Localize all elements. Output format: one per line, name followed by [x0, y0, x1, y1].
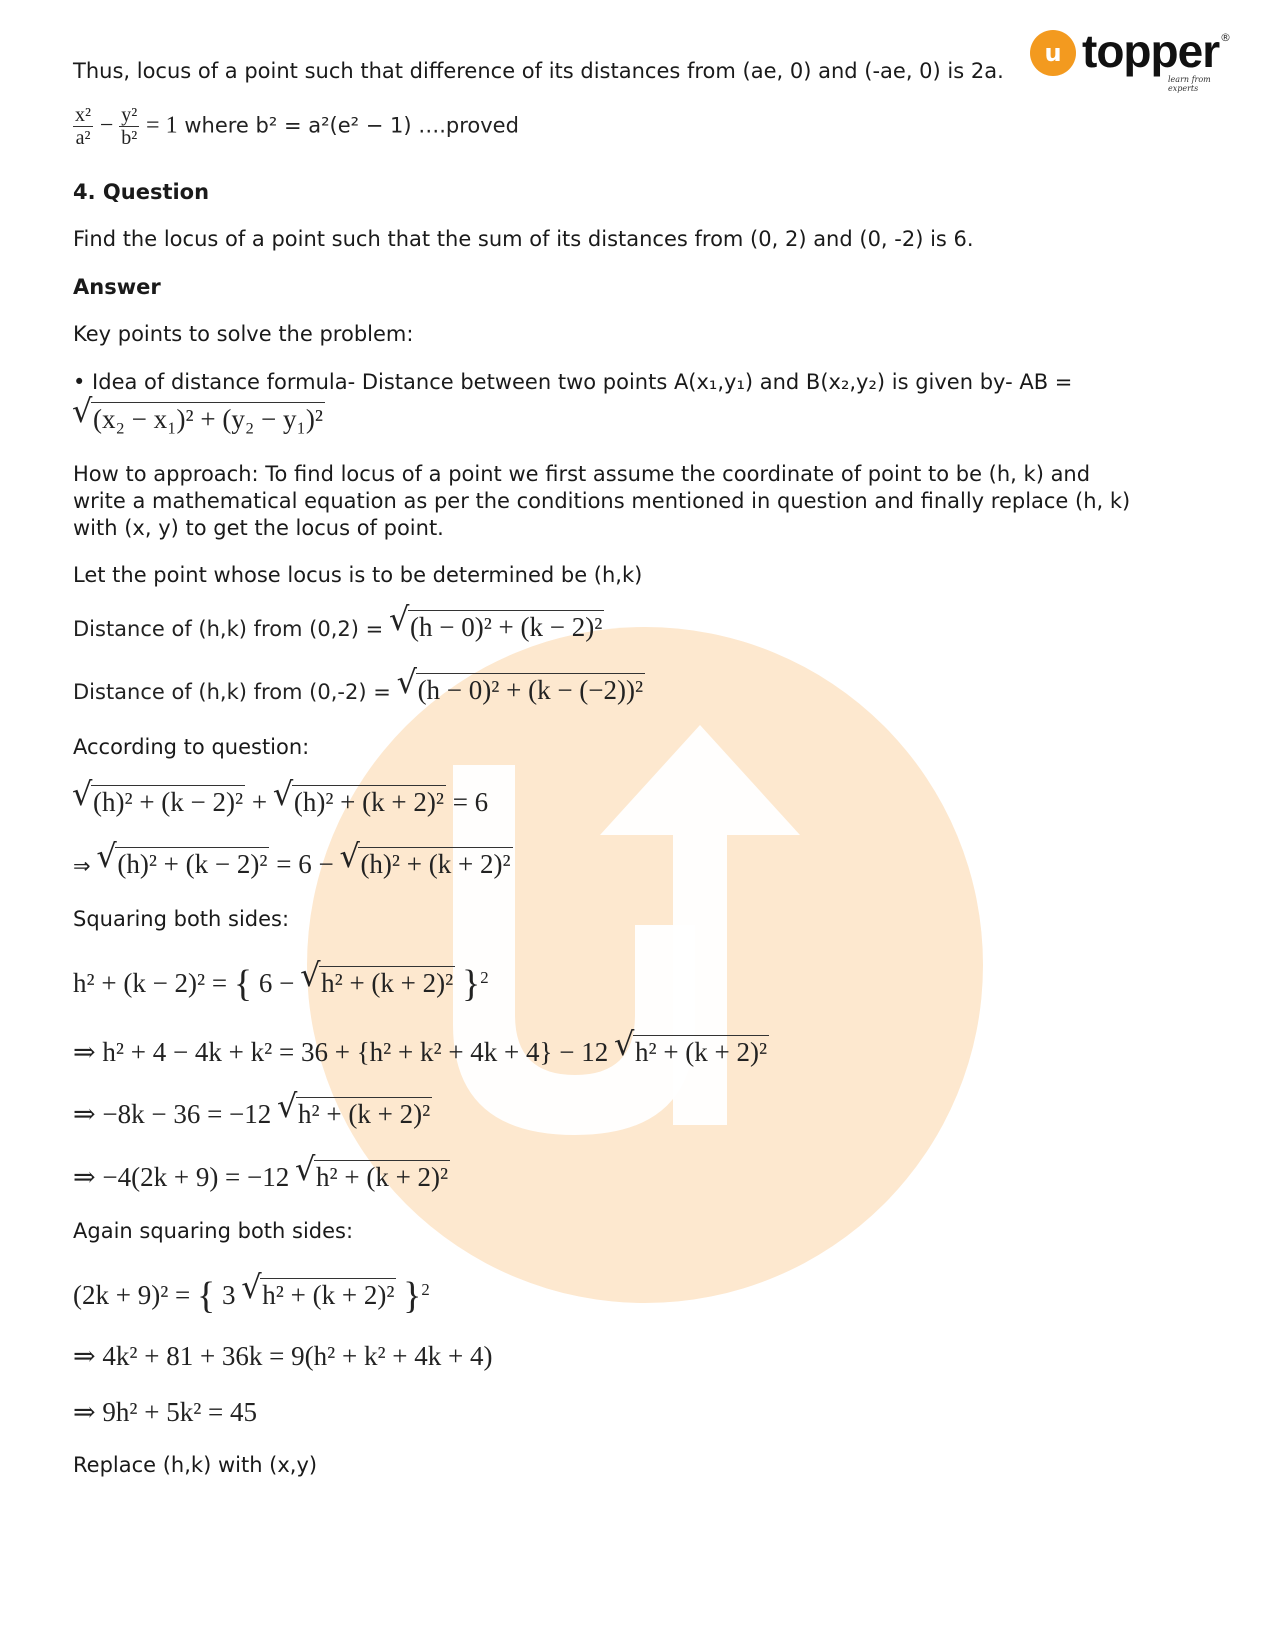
registered-mark: ® [1220, 31, 1231, 44]
bullet-distance-formula: • Idea of distance formula- Distance between two points A(x₁,y₁) and B(x₂,y₂) is given by- AB = [73, 370, 1073, 394]
hyperbola-equation: $\frac{\text{x²}}{\text{a²}}$ − $\frac{\text{y²}}{\text{b²}}$ = 1 where b² = a²(e² − 1) ….proved [75, 104, 519, 149]
logo-text: topper [1082, 25, 1220, 77]
equation-8: ⇒ 4k² + 81 + 36k = 9(h² + k² + 4k + 4) [73, 1341, 493, 1371]
where-clause: where b² = a²(e² − 1) ….proved [184, 113, 519, 138]
equation-5: ⇒ −8k − 36 = −12 √ h² + (k + 2)² [73, 1097, 432, 1130]
let-point-text: Let the point whose locus is to be determined be (h,k) [73, 563, 643, 587]
squaring-text: Squaring both sides: [73, 907, 290, 931]
approach-line-3: with (x, y) to get the locus of point. [73, 516, 444, 540]
logo-tagline: learn from experts [1168, 75, 1211, 93]
topper-logo[interactable] [1030, 25, 1235, 93]
again-squaring-text: Again squaring both sides: [73, 1219, 354, 1243]
question-text: Find the locus of a point such that the sum of its distances from (0, 2) and (0, -2) is 6. [73, 227, 974, 251]
distance-1-line: Distance of (h,k) from (0,2) = √ (h − 0)² + (k − 2)² [73, 610, 604, 643]
fraction-y: $\frac{\text{y²}}{\text{b²}}$ [121, 104, 138, 149]
equation-9: ⇒ 9h² + 5k² = 45 [73, 1397, 258, 1427]
approach-line-1: How to approach: To find locus of a point we first assume the coordinate of point to be (h, k) and [73, 462, 1091, 486]
equation-2: ⇒ √ (h)² + (k − 2)² = 6 − √ (h)² + (k + 2)² [73, 847, 513, 880]
key-points-text: Key points to solve the problem: [73, 322, 414, 346]
answer-heading: Answer [73, 275, 161, 299]
text-line-conclusion: Thus, locus of a point such that difference of its distances from (ae, 0) and (-ae, 0) is 2a. [73, 59, 1004, 83]
according-text: According to question: [73, 735, 310, 759]
equation-1: √ (h)² + (k − 2)² + √ (h)² + (k + 2)² = 6 [73, 785, 488, 818]
approach-line-2: write a mathematical equation as per the conditions mentioned in question and finally replace (h, k) [73, 489, 1131, 513]
equation-4: ⇒ h² + 4 − 4k + k² = 36 + {h² + k² + 4k + 4} − 12 √ h² + (k + 2)² [73, 1035, 769, 1068]
replace-text: Replace (h,k) with (x,y) [73, 1453, 318, 1477]
equation-3: h² + (k − 2)² = { 6 − √ h² + (k + 2)² }$^2$ [73, 962, 489, 1006]
logo-mark-icon: u [1030, 30, 1076, 76]
fraction-x: $\frac{\text{x²}}{\text{a²}}$ [75, 104, 91, 149]
equation-6: ⇒ −4(2k + 9) = −12 √ h² + (k + 2)² [73, 1160, 450, 1193]
equation-7: (2k + 9)² = { 3 √ h² + (k + 2)² }$^2$ [73, 1274, 430, 1318]
distance-formula: √ (x₂ − x₁)² + (y₂ − y₁)² [73, 402, 325, 435]
question-heading: 4. Question [73, 180, 210, 204]
distance-2-line: Distance of (h,k) from (0,-2) = √ (h − 0)² + (k − (−2))² [73, 673, 645, 706]
